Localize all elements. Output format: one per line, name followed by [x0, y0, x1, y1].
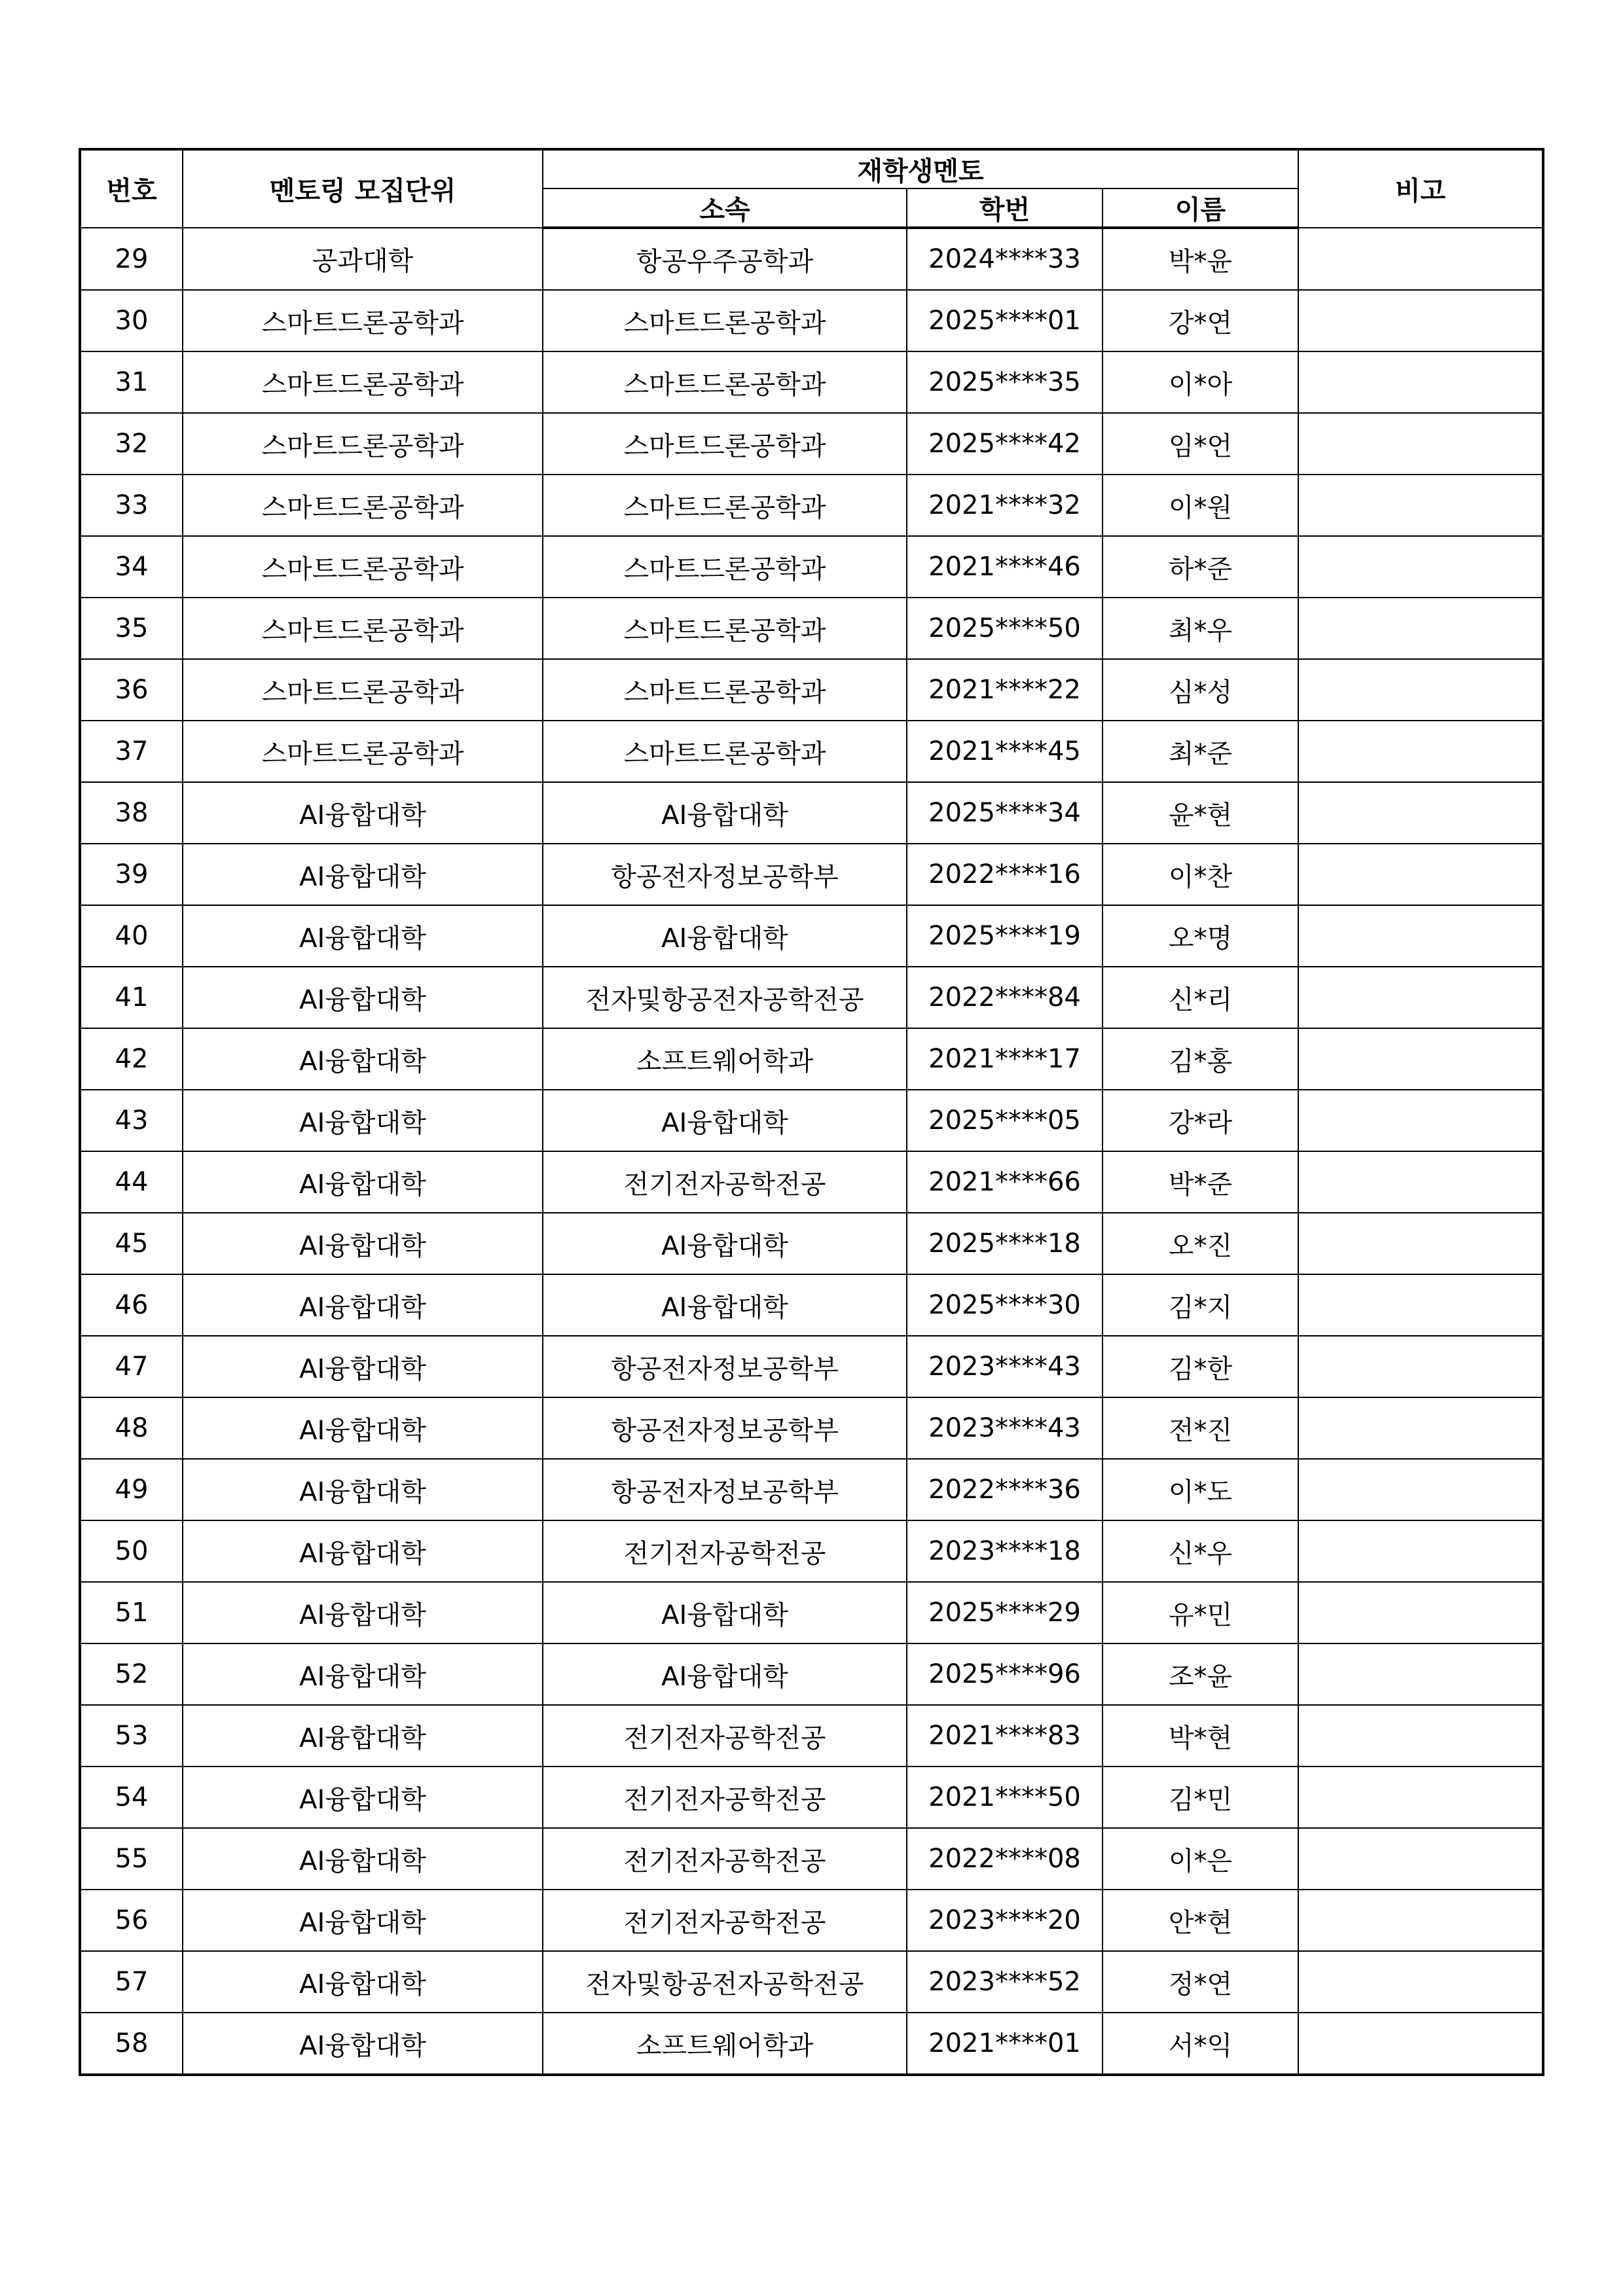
cell-recruit-unit: AI융합대학 — [183, 1520, 543, 1582]
cell-recruit-unit: AI융합대학 — [183, 1028, 543, 1090]
cell-no: 53 — [80, 1705, 183, 1767]
cell-affiliation: 스마트드론공학과 — [543, 290, 907, 351]
cell-affiliation: AI융합대학 — [543, 1582, 907, 1643]
cell-remarks — [1298, 967, 1543, 1028]
cell-remarks — [1298, 1582, 1543, 1643]
cell-student-id: 2022****16 — [907, 844, 1103, 905]
table-row — [80, 1705, 1543, 1767]
table-row — [80, 782, 1543, 844]
cell-no: 32 — [80, 413, 183, 475]
cell-remarks — [1298, 1828, 1543, 1890]
table-row — [80, 1582, 1543, 1643]
cell-no: 57 — [80, 1951, 183, 2013]
cell-recruit-unit: AI융합대학 — [183, 967, 543, 1028]
cell-name: 신*우 — [1103, 1520, 1298, 1582]
cell-affiliation: AI융합대학 — [543, 1643, 907, 1705]
cell-remarks — [1298, 598, 1543, 659]
cell-no: 40 — [80, 905, 183, 967]
cell-recruit-unit: AI융합대학 — [183, 1090, 543, 1151]
cell-name: 하*준 — [1103, 536, 1298, 598]
cell-no: 37 — [80, 721, 183, 782]
cell-student-id: 2021****83 — [907, 1705, 1103, 1767]
table-header — [80, 149, 1543, 228]
table-row — [80, 1890, 1543, 1951]
cell-student-id: 2021****01 — [907, 2013, 1103, 2075]
cell-affiliation: 항공전자정보공학부 — [543, 1459, 907, 1520]
table-row — [80, 844, 1543, 905]
cell-name: 조*윤 — [1103, 1643, 1298, 1705]
cell-affiliation: 항공전자정보공학부 — [543, 1336, 907, 1397]
cell-remarks — [1298, 1705, 1543, 1767]
cell-recruit-unit: AI융합대학 — [183, 1890, 543, 1951]
cell-name: 전*진 — [1103, 1397, 1298, 1459]
table-row — [80, 1397, 1543, 1459]
cell-remarks — [1298, 1890, 1543, 1951]
cell-recruit-unit: AI융합대학 — [183, 844, 543, 905]
cell-name: 최*우 — [1103, 598, 1298, 659]
cell-name: 김*홍 — [1103, 1028, 1298, 1090]
cell-remarks — [1298, 659, 1543, 721]
cell-remarks — [1298, 844, 1543, 905]
table-row — [80, 1274, 1543, 1336]
cell-student-id: 2025****35 — [907, 351, 1103, 413]
cell-student-id: 2025****50 — [907, 598, 1103, 659]
table-row — [80, 967, 1543, 1028]
cell-affiliation: 전자및항공전자공학전공 — [543, 1951, 907, 2013]
cell-student-id: 2025****19 — [907, 905, 1103, 967]
cell-student-id: 2021****66 — [907, 1151, 1103, 1213]
table-row — [80, 1090, 1543, 1151]
table-row — [80, 905, 1543, 967]
cell-name: 이*도 — [1103, 1459, 1298, 1520]
cell-recruit-unit: AI융합대학 — [183, 1397, 543, 1459]
table-row — [80, 659, 1543, 721]
table-row — [80, 1951, 1543, 2013]
cell-remarks — [1298, 1643, 1543, 1705]
cell-affiliation: 스마트드론공학과 — [543, 721, 907, 782]
header-no: 번호 — [80, 149, 183, 228]
cell-recruit-unit: AI융합대학 — [183, 1582, 543, 1643]
cell-student-id: 2021****17 — [907, 1028, 1103, 1090]
table-body — [80, 228, 1543, 2075]
cell-name: 최*준 — [1103, 721, 1298, 782]
table-row — [80, 1520, 1543, 1582]
header-recruit-unit: 멘토링 모집단위 — [183, 149, 543, 228]
cell-recruit-unit: 스마트드론공학과 — [183, 721, 543, 782]
cell-name: 이*찬 — [1103, 844, 1298, 905]
cell-remarks — [1298, 1951, 1543, 2013]
table-row — [80, 1767, 1543, 1828]
cell-no: 46 — [80, 1274, 183, 1336]
cell-name: 이*은 — [1103, 1828, 1298, 1890]
cell-student-id: 2025****29 — [907, 1582, 1103, 1643]
cell-student-id: 2023****20 — [907, 1890, 1103, 1951]
table-row — [80, 536, 1543, 598]
cell-recruit-unit: AI융합대학 — [183, 1336, 543, 1397]
cell-remarks — [1298, 2013, 1543, 2075]
cell-affiliation: 스마트드론공학과 — [543, 598, 907, 659]
cell-student-id: 2025****96 — [907, 1643, 1103, 1705]
cell-affiliation: 소프트웨어학과 — [543, 1028, 907, 1090]
cell-no: 38 — [80, 782, 183, 844]
cell-name: 박*준 — [1103, 1151, 1298, 1213]
cell-name: 오*명 — [1103, 905, 1298, 967]
cell-no: 35 — [80, 598, 183, 659]
cell-remarks — [1298, 1274, 1543, 1336]
table-row — [80, 351, 1543, 413]
cell-no: 56 — [80, 1890, 183, 1951]
table-row — [80, 1828, 1543, 1890]
cell-name: 심*성 — [1103, 659, 1298, 721]
cell-no: 29 — [80, 228, 183, 290]
cell-affiliation: 전기전자공학전공 — [543, 1890, 907, 1951]
cell-no: 30 — [80, 290, 183, 351]
cell-student-id: 2025****01 — [907, 290, 1103, 351]
cell-remarks — [1298, 1459, 1543, 1520]
cell-affiliation: AI융합대학 — [543, 1090, 907, 1151]
cell-affiliation: AI융합대학 — [543, 782, 907, 844]
cell-name: 이*아 — [1103, 351, 1298, 413]
cell-affiliation: AI융합대학 — [543, 905, 907, 967]
cell-recruit-unit: 스마트드론공학과 — [183, 351, 543, 413]
cell-affiliation: 전자및항공전자공학전공 — [543, 967, 907, 1028]
cell-student-id: 2025****18 — [907, 1213, 1103, 1274]
header-student-id: 학번 — [907, 188, 1103, 228]
cell-affiliation: 전기전자공학전공 — [543, 1151, 907, 1213]
cell-affiliation: 전기전자공학전공 — [543, 1520, 907, 1582]
cell-no: 48 — [80, 1397, 183, 1459]
cell-remarks — [1298, 1397, 1543, 1459]
cell-student-id: 2021****22 — [907, 659, 1103, 721]
cell-name: 신*리 — [1103, 967, 1298, 1028]
cell-recruit-unit: 스마트드론공학과 — [183, 536, 543, 598]
cell-no: 51 — [80, 1582, 183, 1643]
cell-recruit-unit: AI융합대학 — [183, 1951, 543, 2013]
cell-affiliation: 전기전자공학전공 — [543, 1705, 907, 1767]
cell-name: 강*연 — [1103, 290, 1298, 351]
cell-recruit-unit: AI융합대학 — [183, 782, 543, 844]
cell-remarks — [1298, 1090, 1543, 1151]
cell-no: 33 — [80, 475, 183, 536]
cell-recruit-unit: AI융합대학 — [183, 1151, 543, 1213]
cell-student-id: 2025****05 — [907, 1090, 1103, 1151]
header-affiliation: 소속 — [543, 188, 907, 228]
table-row — [80, 1151, 1543, 1213]
cell-remarks — [1298, 721, 1543, 782]
cell-no: 41 — [80, 967, 183, 1028]
table-row — [80, 228, 1543, 290]
cell-affiliation: 소프트웨어학과 — [543, 2013, 907, 2075]
cell-recruit-unit: AI융합대학 — [183, 1213, 543, 1274]
cell-student-id: 2021****46 — [907, 536, 1103, 598]
cell-affiliation: 스마트드론공학과 — [543, 659, 907, 721]
cell-remarks — [1298, 1213, 1543, 1274]
cell-no: 39 — [80, 844, 183, 905]
cell-recruit-unit: 스마트드론공학과 — [183, 598, 543, 659]
cell-name: 임*언 — [1103, 413, 1298, 475]
cell-affiliation: 스마트드론공학과 — [543, 475, 907, 536]
cell-student-id: 2021****50 — [907, 1767, 1103, 1828]
table-row — [80, 413, 1543, 475]
cell-no: 34 — [80, 536, 183, 598]
cell-recruit-unit: 스마트드론공학과 — [183, 290, 543, 351]
cell-affiliation: 항공전자정보공학부 — [543, 1397, 907, 1459]
cell-student-id: 2023****18 — [907, 1520, 1103, 1582]
table-row — [80, 2013, 1543, 2075]
cell-recruit-unit: AI융합대학 — [183, 1767, 543, 1828]
mentor-roster-table — [79, 148, 1544, 2076]
cell-name: 오*진 — [1103, 1213, 1298, 1274]
cell-student-id: 2022****36 — [907, 1459, 1103, 1520]
cell-recruit-unit: AI융합대학 — [183, 1828, 543, 1890]
cell-no: 36 — [80, 659, 183, 721]
cell-recruit-unit: AI융합대학 — [183, 1705, 543, 1767]
table-row — [80, 1459, 1543, 1520]
cell-recruit-unit: AI융합대학 — [183, 1459, 543, 1520]
cell-name: 김*한 — [1103, 1336, 1298, 1397]
cell-name: 서*익 — [1103, 2013, 1298, 2075]
header-remarks: 비고 — [1298, 149, 1543, 228]
cell-affiliation: AI융합대학 — [543, 1213, 907, 1274]
cell-no: 31 — [80, 351, 183, 413]
cell-no: 44 — [80, 1151, 183, 1213]
cell-no: 55 — [80, 1828, 183, 1890]
cell-name: 안*현 — [1103, 1890, 1298, 1951]
cell-name: 이*원 — [1103, 475, 1298, 536]
cell-recruit-unit: 스마트드론공학과 — [183, 659, 543, 721]
cell-no: 43 — [80, 1090, 183, 1151]
cell-student-id: 2021****45 — [907, 721, 1103, 782]
table-row — [80, 290, 1543, 351]
cell-remarks — [1298, 1767, 1543, 1828]
cell-student-id: 2025****30 — [907, 1274, 1103, 1336]
header-row-top — [80, 149, 1543, 188]
cell-student-id: 2022****08 — [907, 1828, 1103, 1890]
table-row — [80, 1643, 1543, 1705]
cell-recruit-unit: AI융합대학 — [183, 2013, 543, 2075]
cell-student-id: 2024****33 — [907, 228, 1103, 290]
cell-remarks — [1298, 413, 1543, 475]
cell-affiliation: 항공우주공학과 — [543, 228, 907, 290]
cell-no: 52 — [80, 1643, 183, 1705]
cell-no: 49 — [80, 1459, 183, 1520]
cell-no: 50 — [80, 1520, 183, 1582]
table-row — [80, 1213, 1543, 1274]
cell-student-id: 2023****52 — [907, 1951, 1103, 2013]
cell-remarks — [1298, 1028, 1543, 1090]
header-mentor-group: 재학생멘토 — [543, 149, 1298, 188]
cell-affiliation: 전기전자공학전공 — [543, 1767, 907, 1828]
cell-name: 유*민 — [1103, 1582, 1298, 1643]
cell-name: 정*연 — [1103, 1951, 1298, 2013]
cell-no: 47 — [80, 1336, 183, 1397]
cell-name: 박*현 — [1103, 1705, 1298, 1767]
cell-remarks — [1298, 1151, 1543, 1213]
cell-name: 김*민 — [1103, 1767, 1298, 1828]
cell-name: 강*라 — [1103, 1090, 1298, 1151]
cell-remarks — [1298, 290, 1543, 351]
header-name: 이름 — [1103, 188, 1298, 228]
table-row — [80, 598, 1543, 659]
cell-no: 45 — [80, 1213, 183, 1274]
cell-name: 윤*현 — [1103, 782, 1298, 844]
cell-recruit-unit: AI융합대학 — [183, 905, 543, 967]
cell-name: 박*윤 — [1103, 228, 1298, 290]
cell-student-id: 2022****84 — [907, 967, 1103, 1028]
cell-remarks — [1298, 475, 1543, 536]
cell-remarks — [1298, 1520, 1543, 1582]
cell-student-id: 2021****32 — [907, 475, 1103, 536]
cell-affiliation: AI융합대학 — [543, 1274, 907, 1336]
cell-remarks — [1298, 536, 1543, 598]
cell-student-id: 2023****43 — [907, 1336, 1103, 1397]
cell-affiliation: 스마트드론공학과 — [543, 536, 907, 598]
cell-student-id: 2025****42 — [907, 413, 1103, 475]
table-row — [80, 721, 1543, 782]
cell-recruit-unit: AI융합대학 — [183, 1274, 543, 1336]
cell-affiliation: 스마트드론공학과 — [543, 351, 907, 413]
table-row — [80, 1336, 1543, 1397]
cell-student-id: 2023****43 — [907, 1397, 1103, 1459]
cell-affiliation: 항공전자정보공학부 — [543, 844, 907, 905]
cell-recruit-unit: 공과대학 — [183, 228, 543, 290]
table-row — [80, 1028, 1543, 1090]
cell-remarks — [1298, 782, 1543, 844]
cell-student-id: 2025****34 — [907, 782, 1103, 844]
cell-affiliation: 스마트드론공학과 — [543, 413, 907, 475]
cell-remarks — [1298, 905, 1543, 967]
table-row — [80, 475, 1543, 536]
cell-no: 54 — [80, 1767, 183, 1828]
cell-remarks — [1298, 228, 1543, 290]
cell-no: 42 — [80, 1028, 183, 1090]
cell-recruit-unit: 스마트드론공학과 — [183, 413, 543, 475]
cell-affiliation: 전기전자공학전공 — [543, 1828, 907, 1890]
cell-no: 58 — [80, 2013, 183, 2075]
cell-remarks — [1298, 351, 1543, 413]
cell-recruit-unit: 스마트드론공학과 — [183, 475, 543, 536]
cell-recruit-unit: AI융합대학 — [183, 1643, 543, 1705]
cell-name: 김*지 — [1103, 1274, 1298, 1336]
cell-remarks — [1298, 1336, 1543, 1397]
